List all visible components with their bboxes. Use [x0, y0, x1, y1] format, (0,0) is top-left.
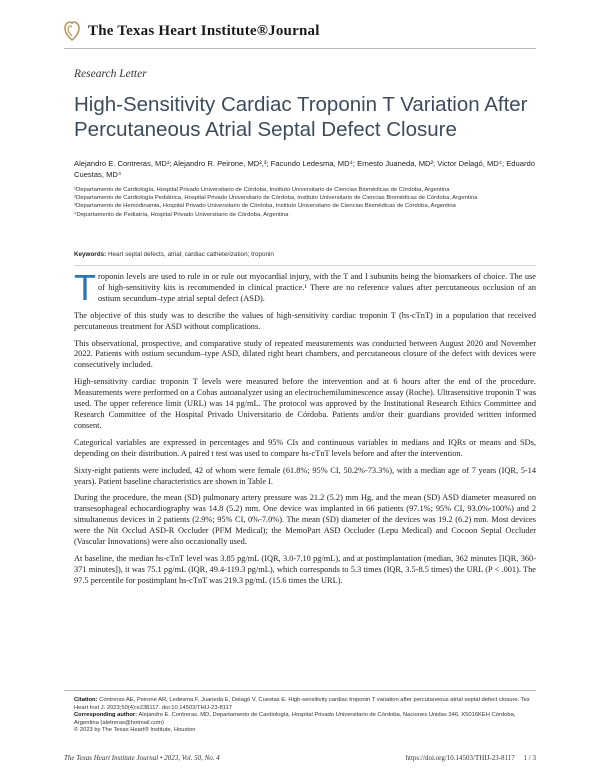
article-title: High-Sensitivity Cardiac Troponin T Variation After Percutaneous Atrial Septal Defect Closure: [74, 93, 528, 141]
corresponding-author-line: [74, 712, 536, 727]
paragraph-7: During the procedure, the mean (SD) pulmonary artery pressure was 21.2 (5.2) mm Hg, and the mean (SD) ASD diameter measured on transesophageal echocardiography was 14.8 (5.2) mm. One device was implanted in 66 patients (97.1%; 95% CI, 93.0%-100%) and 2 simultaneous devices in 2 patients (2.9%; 95% CI, 0%-7.0%). The mean (SD) diameter of the devices was 19.2 (6.2) mm. Most devices were the Nit Occlud ASD-R Occluder (PFM Medical); the MemoPart ASD Occluder (Lepu Medical) and Cocoon Septal Occluder (Vascular Innovations) were also occasionally used.: [74, 493, 536, 547]
header-divider: [64, 48, 536, 49]
affiliation-3: ³Departamento de Hemodinamia, Hospital Privado Universitario de Córdoba, Instituto Universitario de Ciencias Biomédicas de Córdoba, Argentina: [74, 203, 456, 210]
keywords: [74, 251, 536, 258]
citation-divider: [64, 690, 536, 691]
journal-name: The Texas Heart Institute®Journal: [88, 22, 320, 39]
citation-text: Contreras AE, Peirone AR, Ledesma F, Juaneda E, Delagó V, Cuestas E. High-sensitivity cardiac troponin T variation after percutaneous atrial septal defect closure. Tex Heart Inst J. 2023;50(4):e238117. doi:10.14503/THIJ-23-8117: [74, 697, 530, 711]
copyright: © 2023 by The Texas Heart® Institute, Houston: [74, 727, 196, 734]
citation-block: [74, 697, 536, 735]
keywords-divider: [74, 265, 536, 266]
footer-journal-issue: The Texas Heart Institute Journal • 2023, Vol. 50, No. 4: [64, 754, 220, 762]
author-list: Alejandro E. Contreras, MD¹; Alejandro R. Peirone, MD²,³; Facundo Ledesma, MD⁴; Ernesto Juaneda, MD²; Victor Delagó, MD⁴; Eduardo Cuestas, MD⁴: [74, 159, 535, 179]
paragraph-5: Categorical variables are expressed in percentages and 95% CIs and continuous variables in medians and IQRs or means and SDs, depending on their distribution. A paired t test was used to compare hs-cTnT levels before and after the intervention.: [74, 437, 536, 458]
paragraph-1: [74, 267, 536, 308]
paragraph-2: The objective of this study was to describe the values of high-sensitivity cardiac troponin T (hs-cTnT) in a population that received percutaneous treatment for ASD without complications.: [74, 310, 536, 331]
affiliation-4: ⁴Departamento de Pediatría, Hospital Privado Universitario de Córdoba, Argentina: [74, 211, 289, 218]
citation-label: Citation:: [74, 697, 98, 703]
heart-shield-icon: [64, 21, 80, 41]
footer-doi-page: https://doi.org/10.14503/THIJ-23-8117 1 / 3: [405, 754, 536, 762]
keywords-label: Keywords:: [74, 251, 107, 258]
paragraph-1-text: roponin levels are used to rule in or rule out myocardial injury, with the T and I subunits being the biomarkers of choice. The use of high-sensitivity kits is recommended in clinical practice.¹ There are no reference values after percutaneous occlusion of an ostium secundum–type atrial septal defect (ASD).: [98, 272, 536, 303]
corresponding-label: Corresponding author:: [74, 712, 138, 719]
paragraph-8: At baseline, the median hs-cTnT level was 3.85 pg/mL (IQR, 3.0-7.10 pg/mL), and at postimplantation (median, 362 minutes [IQR, 360-371 minutes]), it was 75.1 pg/mL (IQR, 49.4-119.3 pg/mL), which corresponds to 5.3 times (IQR, 3.5-8.5 times) the URL (P < .001). The 97.5 percentile for postimplant hs-cTnT was 219.3 pg/mL (15.6 times the URL).: [74, 553, 536, 585]
drop-cap: T: [74, 267, 96, 308]
paragraph-4: High-sensitivity cardiac troponin T levels were measured before the intervention and at 6 hours after the end of the procedure. Measurements were performed on a Cobas autoanalyzer using an electrochemiluminescence assay (Roche). Ultrasensitive troponin T was used. The upper reference limit (URL) was 14 pg/mL. The protocol was approved by the Institutional Research Ethics Committee and Research Committee of the Hospital Privado Universitario de Córdoba. Patients and/or their guardians provided written informed consent.: [74, 377, 536, 430]
paragraph-6: Sixty-eight patients were included, 42 of whom were female (61.8%; 95% CI, 50.2%-73.3%), with a median age of 7 years (IQR, 5-14 years). Patient baseline characteristics are shown in Table I.: [74, 465, 536, 486]
citation-line: [74, 697, 536, 712]
affiliations: [74, 186, 536, 219]
keywords-text: Heart septal defects, atrial; cardiac catheterization; troponin: [107, 251, 274, 258]
article-type: Research Letter: [74, 68, 147, 80]
journal-header: [64, 20, 320, 42]
article-body: [74, 267, 536, 593]
corresponding-text: Alejandro E. Contreras, MD, Departamento de Cardiología, Hospital Privado Universitario de Córdoba, Naciones Unidas 346, X5016KEH Córdoba, Argentina (aletreras@hotmail.com): [74, 712, 516, 726]
affiliation-1: ¹Departamento de Cardiología, Hospital Privado Universitario de Córdoba, Instituto Universitario de Ciencias Biomédicas de Córdoba, Argentina: [74, 187, 450, 193]
paragraph-3: This observational, prospective, and comparative study of repeated measurements was conducted between August 2020 and November 2022. Patients with ostium secundum–type ASD, dilated right heart chambers, and percutaneous closure of the defect with devices were consecutively included.: [74, 338, 536, 370]
affiliation-2: ²Departamento de Cardiología Pediátrica, Hospital Privado Universitario de Córdoba, Instituto Universitario de Ciencias Biomédicas de Córdoba, Argentina: [74, 195, 478, 202]
